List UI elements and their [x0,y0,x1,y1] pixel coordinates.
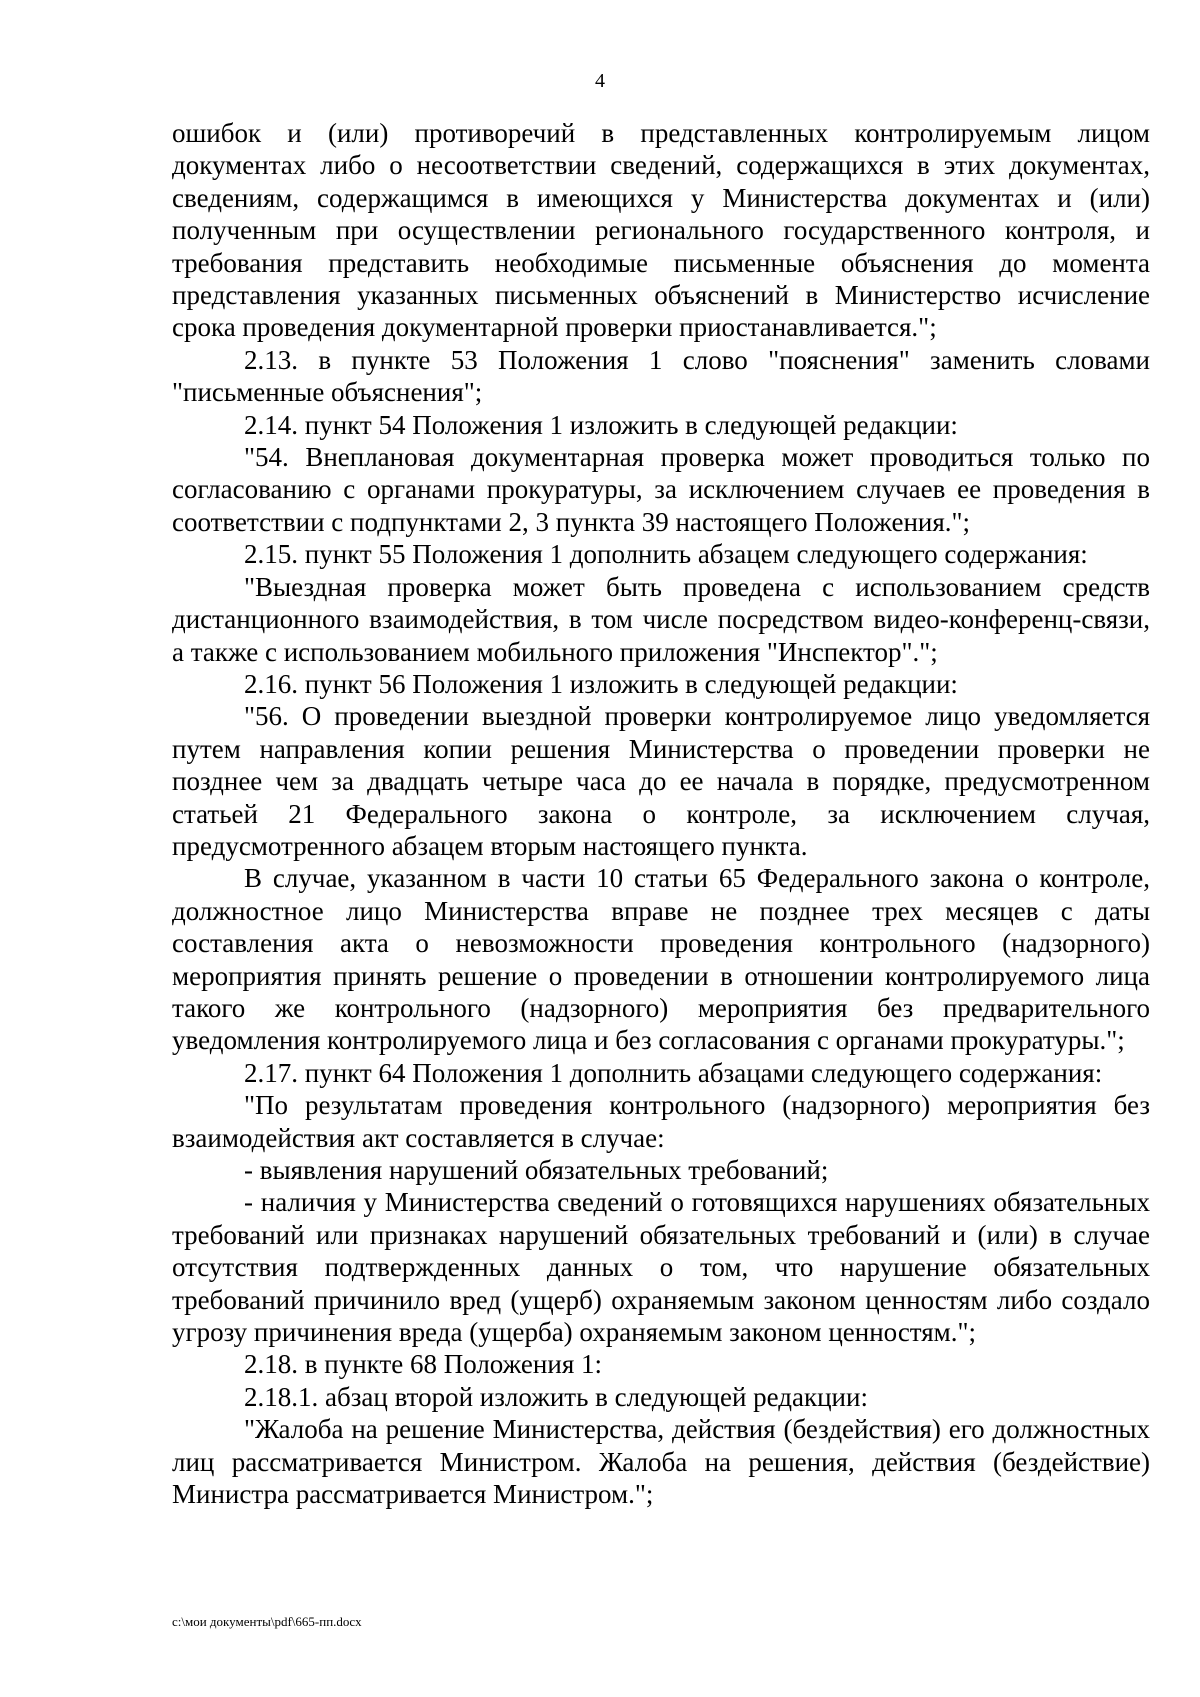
document-body [172,117,1150,1510]
paragraph-continuation: ошибок и (или) противоречий в представленных контролируемым лицом документах либо о несоответствии сведений, содержащихся в этих документах, сведениям, содержащимся в имеющихся у Министерства документах и (или) полученным при осуществлении регионального государственного контроля, и требования представить необходимые письменные объяснения до момента представления указанных письменных объяснений в Министерство исчисление срока проведения документарной проверки приостанавливается."; [172,118,1150,343]
footer-file-path: c:\мои документы\pdf\665-пп.docx [172,1614,362,1629]
paragraph-quote-55: "Выездная проверка может быть проведена с использованием средств дистанционного взаимодействия, в том числе посредством видео-конференц-связи, а также с использованием мобильного приложения "Инспектор"."; [172,571,1150,667]
paragraph-2-18-1: 2.18.1. абзац второй изложить в следующей редакции: [244,1381,868,1412]
paragraph-2-14: 2.14. пункт 54 Положения 1 изложить в следующей редакции: [244,409,958,440]
paragraph-list-item-2: - наличия у Министерства сведений о готовящихся нарушениях обязательных требований или признаках нарушений обязательных требований и (или) в случае отсутствия подтвержденных данных о том, что нарушение обязательных требований причинило вред (ущерб) охраняемым законом ценностям либо создало угрозу причинения вреда (ущерба) охраняемым законом ценностям."; [172,1187,1150,1348]
paragraph-2-15: 2.15. пункт 55 Положения 1 дополнить абзацем следующего содержания: [244,539,1088,570]
paragraph-2-17: 2.17. пункт 64 Положения 1 дополнить абзацами следующего содержания: [244,1057,1103,1088]
paragraph-quote-54: "54. Внеплановая документарная проверка может проводиться только по согласованию с органами прокуратуры, за исключением случаев ее проведения в соответствии с подпунктами 2, 3 пункта 39 настоящего Положения."; [172,442,1150,537]
page-number: 4 [595,70,605,92]
paragraph-quote-68: "Жалоба на решение Министерства, действия (бездействия) его должностных лиц рассматривается Министром. Жалоба на решения, действия (бездействие) Министра рассматривается Министром."; [172,1414,1150,1510]
paragraph-list-item-1: - выявления нарушений обязательных требований; [244,1155,829,1185]
paragraph-quote-56-second: В случае, указанном в части 10 статьи 65 Федерального закона о контроле, должностное лицо Министерства вправе не позднее трех месяцев с даты составления акта о невозможности проведения контрольного (надзорного) мероприятия принять решение о проведении в отношении контролируемого лица такого же контрольного (надзорного) мероприятия без предварительного уведомления контролируемого лица и без согласования с органами прокуратуры."; [172,863,1150,1056]
paragraph-quote-64: "По результатам проведения контрольного (надзорного) мероприятия без взаимодействия акт составляется в случае: [172,1090,1150,1153]
paragraph-2-16: 2.16. пункт 56 Положения 1 изложить в следующей редакции: [244,668,958,699]
paragraph-2-18: 2.18. в пункте 68 Положения 1: [244,1349,602,1380]
paragraph-quote-56: "56. О проведении выездной проверки контролируемое лицо уведомляется путем направления копии решения Министерства о проведении проверки не позднее чем за двадцать четыре часа до ее начала в порядке, предусмотренном статьей 21 Федерального закона о контроле, за исключением случая, предусмотренного абзацем вторым настоящего пункта. [172,701,1150,861]
paragraph-2-13: 2.13. в пункте 53 Положения 1 слово "пояснения" заменить словами "письменные объяснения"; [172,344,1150,408]
